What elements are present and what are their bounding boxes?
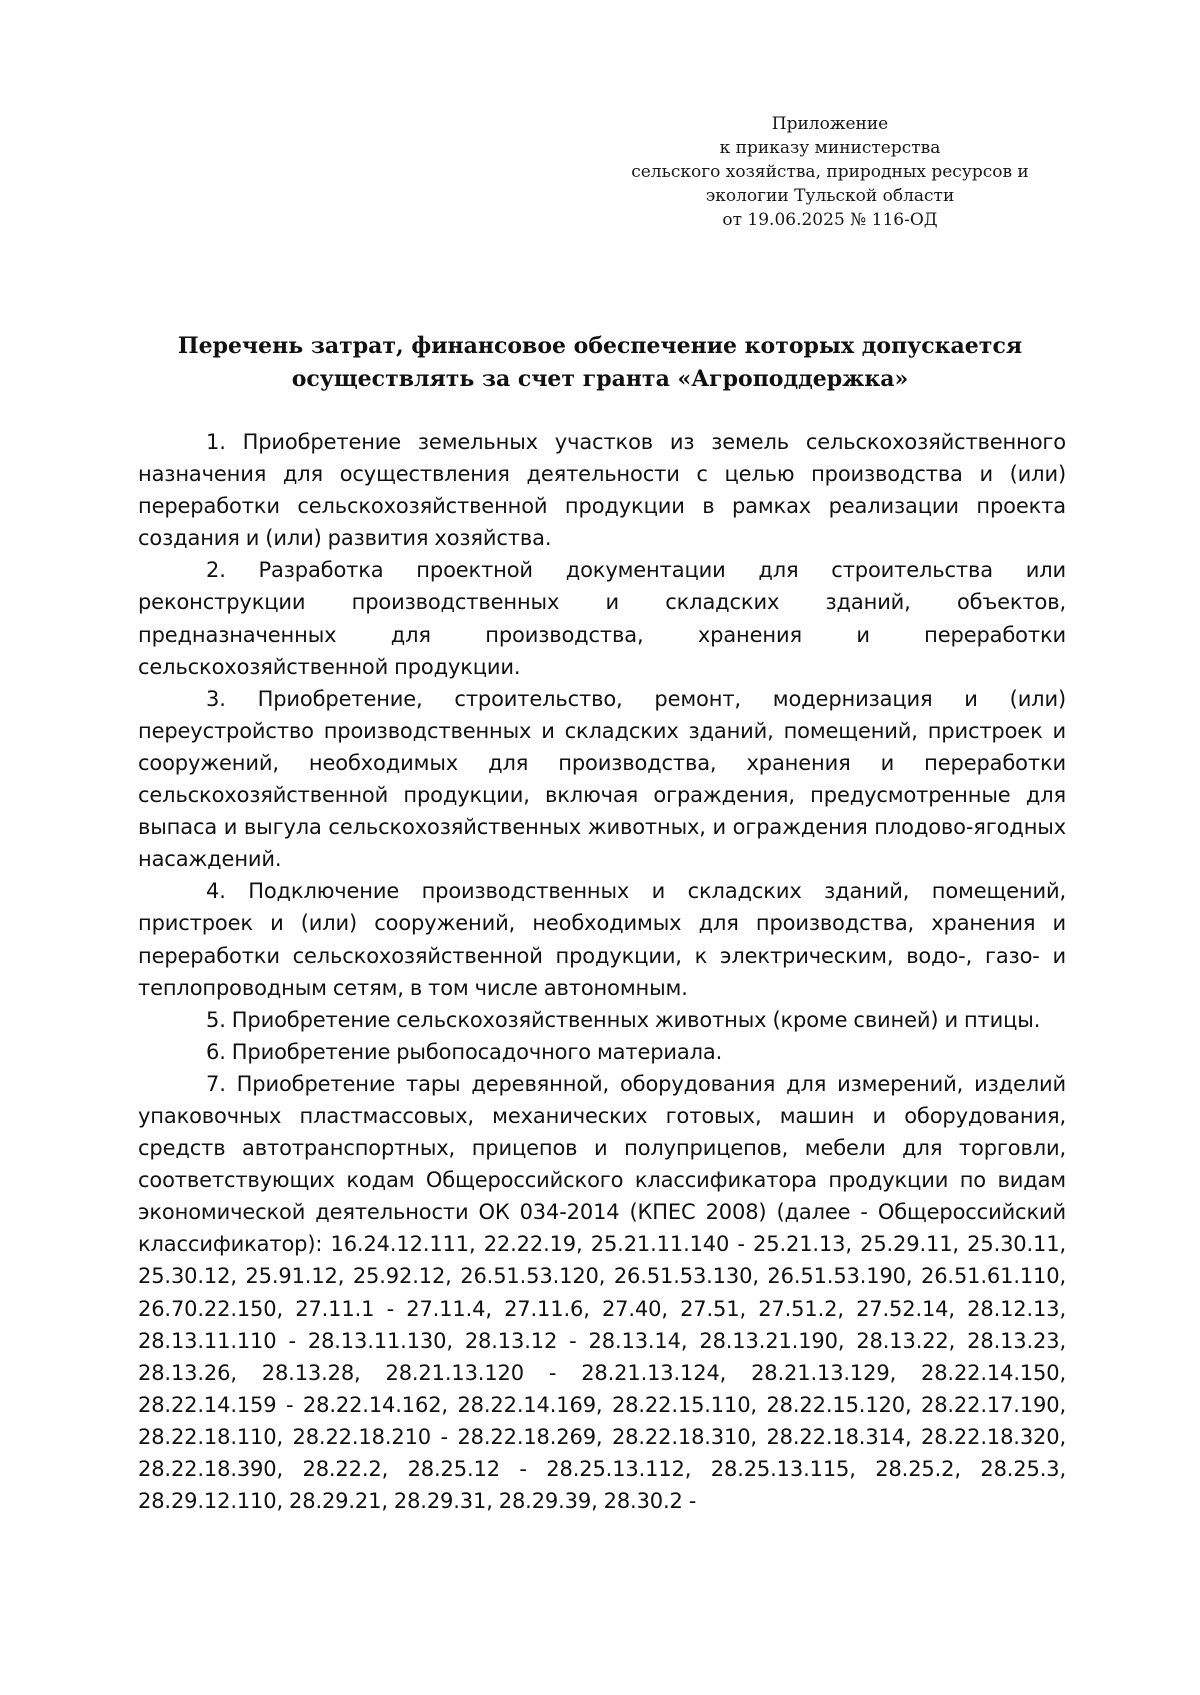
list-item-5: 5. Приобретение сельскохозяйственных животных (кроме свиней) и птицы. [206,1007,1041,1032]
list-item-2: 2. Разработка проектной документации для строительства или реконструкции производственных и складских зданий, объектов, предназначенных для производства, хранения и переработки сельскохозяйственной продукции. [138,558,1066,679]
list-item-6: 6. Приобретение рыбопосадочного материала. [206,1039,723,1064]
list-item-3: 3. Приобретение, строительство, ремонт, модернизация и (или) переустройство производственных и складских зданий, помещений, пристроек и сооружений, необходимых для производства, хранения и переработки сельскохозяйственной продукции, включая ограждения, предусмотренные для выпаса и выгула сельскохозяйственных животных, и ограждения плодово-ягодных насаждений. [138,686,1066,872]
document-title [140,330,1060,396]
appendix-region-name: экологии Тульской области [705,186,955,206]
document-title-line-2: осуществлять за счет гранта «Агроподдержка» [291,366,909,392]
appendix-label: Приложение [771,114,889,134]
list-item-7: 7. Приобретение тары деревянной, оборудования для измерений, изделий упаковочных пластмассовых, механических готовых, машин и оборудования, средств автотранспортных, прицепов и полуприцепов, мебели для торговли, соответствующих кодам Общероссийского классификатора продукции по видам экономической деятельности ОК 034-2014 (КПЕС 2008) (далее - Общероссийский классификатор): 16.24.12.111, 22.22.19, 25.21.11.140 - 25.21.13, 25.29.11, 25.30.11, 25.30.12, 25.91.12, 25.92.12, 26.51.53.120, 26.51.53.130, 26.51.53.190, 26.51.61.110, 26.70.22.150, 27.11.1 - 27.11.4, 27.11.6, 27.40, 27.51, 27.51.2, 27.52.14, 28.12.13, 28.13.11.110 - 28.13.11.130, 28.13.12 - 28.13.14, 28.13.21.190, 28.13.22, 28.13.23, 28.13.26, 28.13.28, 28.21.13.120 - 28.21.13.124, 28.21.13.129, 28.22.14.150, 28.22.14.159 - 28.22.14.162, 28.22.14.169, 28.22.15.110, 28.22.15.120, 28.22.17.190, 28.22.18.110, 28.22.18.210 - 28.22.18.269, 28.22.18.310, 28.22.18.314, 28.22.18.320, 28.22.18.390, 28.22.2, 28.25.12 - 28.25.13.112, 28.25.13.115, 28.25.2, 28.25.3, 28.29.12.110, 28.29.21, 28.29.31, 28.29.39, 28.30.2 - [138,1071,1066,1514]
list-item-4: 4. Подключение производственных и складских зданий, помещений, пристроек и (или) сооружений, необходимых для производства, хранения и переработки сельскохозяйственной продукции, к электрическим, водо-, газо- и теплопроводным сетям, в том числе автономным. [138,879,1066,1000]
document-title-line-1: Перечень затрат, финансовое обеспечение которых допускается [177,333,1023,359]
list-item-1: 1. Приобретение земельных участков из земель сельскохозяйственного назначения для осуществления деятельности с целью производства и (или) переработки сельскохозяйственной продукции в рамках реализации проекта создания и (или) развития хозяйства. [138,430,1066,551]
appendix-order-date-number: от 19.06.2025 № 116-ОД [722,210,938,230]
appendix-order-reference: к приказу министерства [719,138,941,158]
appendix-header [620,112,1040,232]
appendix-ministry-name: сельского хозяйства, природных ресурсов и [631,162,1029,182]
cost-list [138,426,1066,1517]
